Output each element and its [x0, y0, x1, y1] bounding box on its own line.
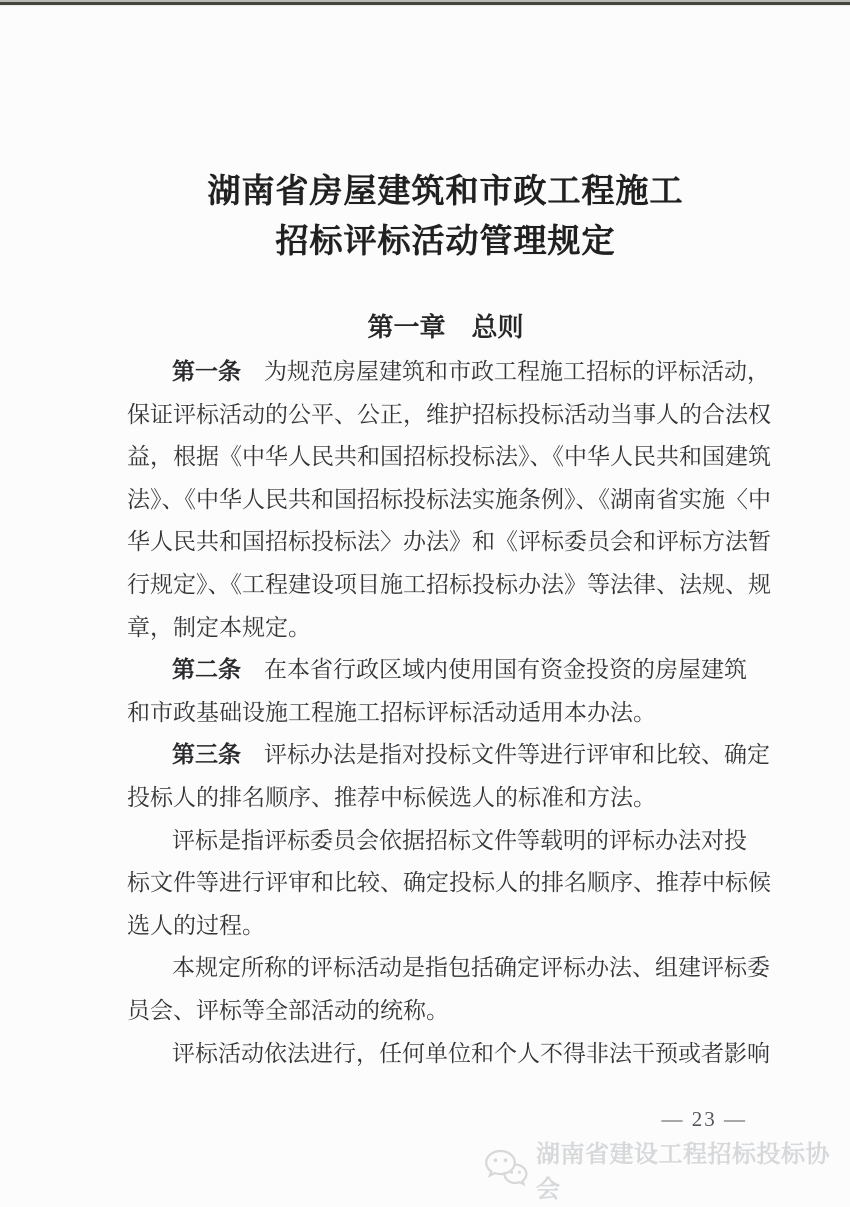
body-text: 和市政基础设施工程施工招标评标活动适用本办法。 [127, 699, 656, 725]
watermark [483, 1141, 850, 1203]
body-line [127, 521, 771, 564]
body-line [127, 436, 771, 479]
body-line [127, 820, 764, 863]
body-text: 本规定所称的评标活动是指包括确定评标办法、组建评标委 [172, 955, 770, 981]
page-number: — 23 — [661, 1107, 747, 1131]
document-title [127, 167, 764, 267]
body-text: 益，根据《中华人民共和国招标投标法》、《中华人民共和国建筑 [127, 444, 771, 470]
body-line [127, 394, 771, 437]
body-text: 章，制定本规定。 [127, 614, 311, 640]
wechat-icon [483, 1148, 529, 1190]
body-text: 投标人的排名顺序、推荐中标候选人的标准和方法。 [127, 784, 656, 810]
body-line [127, 947, 770, 990]
title-line-2: 招标评标活动管理规定 [275, 224, 616, 260]
body-text: 为规范房屋建筑和市政工程施工招标的评标活动， [241, 359, 770, 384]
chapter-heading: 第一章 总则 [367, 313, 524, 342]
body-text: 华人民共和国招标投标法〉办法》和《评标委员会和评标方法暂 [127, 529, 771, 555]
body-line [127, 692, 764, 735]
body-text: 评标是指评标委员会依据招标文件等载明的评标办法对投 [172, 827, 747, 853]
body-text: 行规定》、《工程建设项目施工招标投标办法》等法律、法规、规 [127, 571, 771, 597]
body-text: 标文件等进行评审和比较、确定投标人的排名顺序、推荐中标候 [127, 870, 771, 896]
body-text: 员会、评标等全部活动的统称。 [127, 997, 449, 1023]
body-line [127, 862, 771, 905]
body-line [127, 777, 764, 820]
body-text: 评标活动依法进行，任何单位和个人不得非法干预或者影响 [172, 1040, 770, 1066]
body-line [127, 734, 770, 777]
article-number: 第一条 [172, 359, 241, 384]
title-line-1: 湖南省房屋建筑和市政工程施工 [207, 174, 684, 210]
document-column [127, 0, 771, 1207]
body-text: 法》、《中华人民共和国招标投标法实施条例》、《湖南省实施〈中 [127, 486, 771, 512]
body-line [127, 564, 771, 607]
body-line [127, 990, 764, 1033]
body-text: 保证评标活动的公平、公正，维护招标投标活动当事人的合法权 [127, 401, 771, 427]
body-line [127, 607, 764, 650]
watermark-text: 湖南省建设工程招标投标协会 [536, 1141, 830, 1203]
document-body [127, 351, 771, 1075]
body-text: 选人的过程。 [127, 912, 265, 938]
body-line [127, 1033, 770, 1076]
article-number: 第三条 [172, 742, 241, 768]
article-number: 第二条 [172, 657, 241, 683]
body-line [127, 479, 771, 522]
body-text: 评标办法是指对投标文件等进行评审和比较、确定 [241, 742, 770, 768]
body-line [127, 351, 770, 394]
body-line [127, 905, 764, 948]
body-line [127, 649, 764, 692]
body-text: 在本省行政区域内使用国有资金投资的房屋建筑 [241, 657, 747, 683]
